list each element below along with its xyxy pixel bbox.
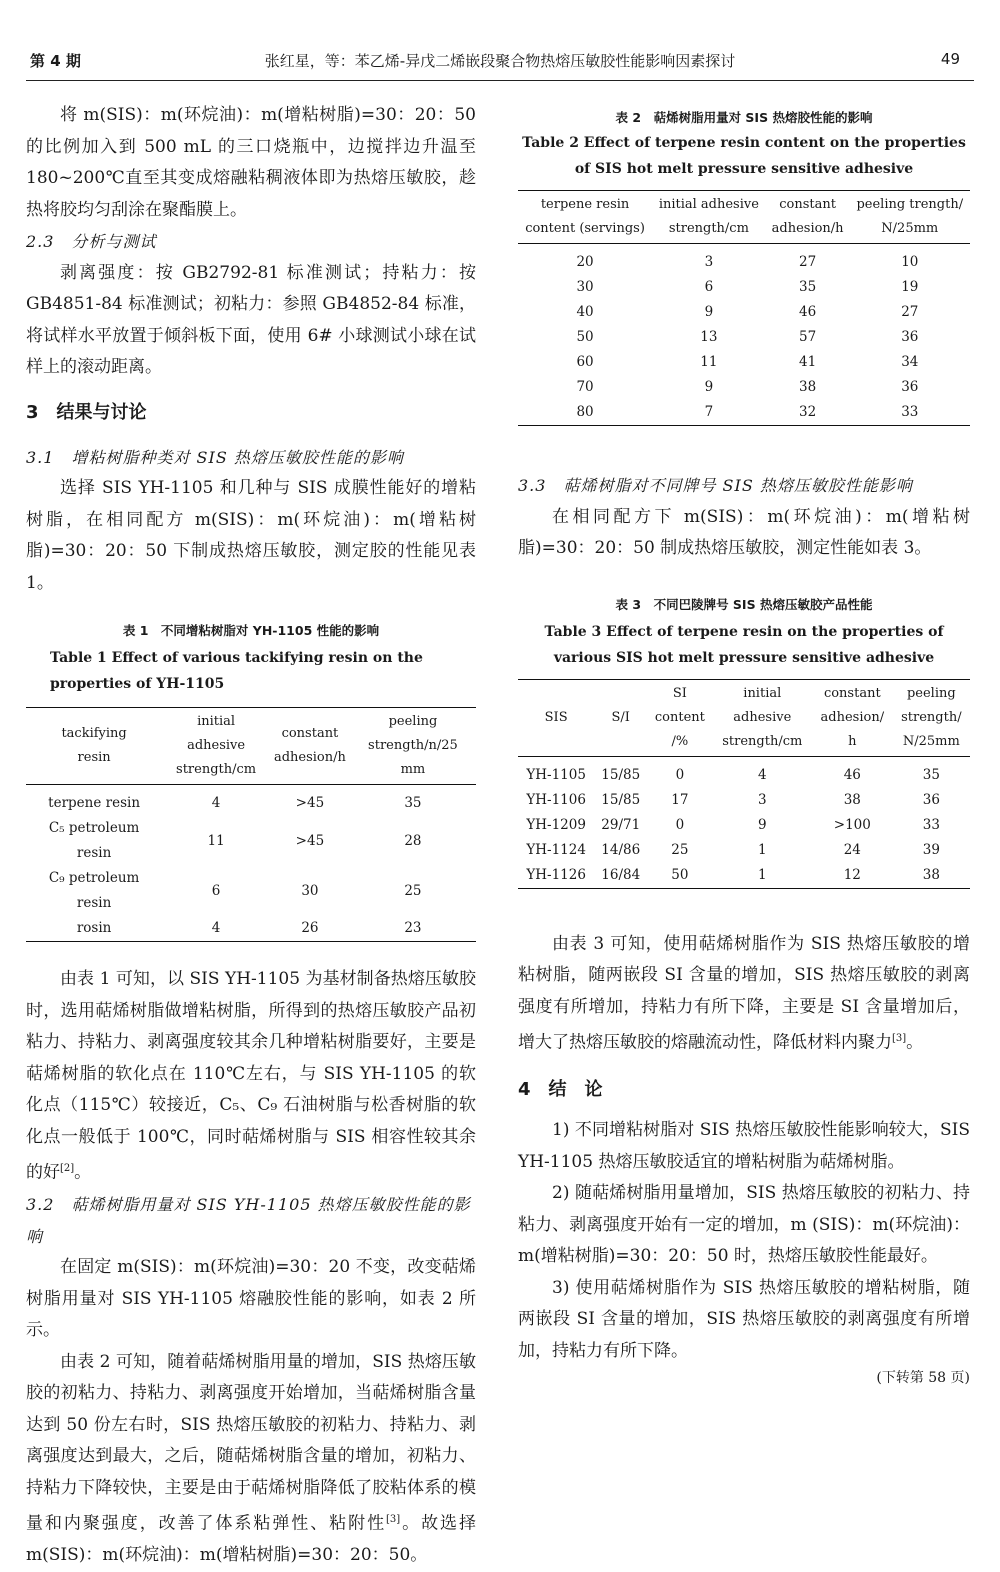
table3-header-line: N/25mm <box>902 733 960 749</box>
table-3-discussion <box>518 929 970 1060</box>
table-cell: >100 <box>833 816 871 833</box>
table-cell: 80 <box>518 400 652 426</box>
table-cell: 46 <box>799 304 817 320</box>
table3-header-line: adhesive <box>733 709 792 725</box>
conclusion-3: 3) 使用萜烯树脂作为 SIS 热熔压敏胶的增粘树脂，随两嵌段 SI 含量的增加，SIS 热熔压敏胶的剥离强度有所增加，持粘力有所下降。 <box>518 1277 970 1361</box>
table-cell: 11 <box>700 354 718 370</box>
table-cell: 38 <box>799 379 817 395</box>
table-cell: 9 <box>757 816 767 833</box>
table-cell: rosin <box>26 916 162 942</box>
table1-header-3 <box>350 708 476 785</box>
right-column <box>518 100 970 1395</box>
table2-header-2 <box>766 191 850 244</box>
table-cell: 15/85 <box>601 791 641 808</box>
table-cell: YH-1209 <box>526 816 586 833</box>
table3-header-1 <box>594 679 647 756</box>
issue-label: 第 4 期 <box>30 52 81 70</box>
section-4-heading: 4 结 论 <box>518 1079 603 1101</box>
table-3-caption-en-1: Table 3 Effect of terpene resin on the properties of <box>544 623 944 640</box>
table3-header-3 <box>713 679 812 756</box>
table-row <box>518 863 970 889</box>
table1-header-2 <box>270 708 350 785</box>
table-row <box>518 300 970 325</box>
table1-header-line: strength/cm <box>176 762 257 777</box>
table3-header-line: adhesion/ <box>820 709 885 725</box>
table2-header-0 <box>518 191 652 244</box>
table-3-discussion-text: 由表 3 可知，使用萜烯树脂作为 SIS 热熔压敏胶的增粘树脂，随两嵌段 SI 含量的增加，SIS 热熔压敏胶的剥离强度有所增加，持粘力有所下降，主要是 SI 含量增加后，增大了热熔压敏胶的熔融流动性，降低材料内聚力 <box>518 933 970 1053</box>
table-cell: 41 <box>799 354 817 370</box>
table-cell: 13 <box>700 329 718 345</box>
table3-header-line: initial <box>743 685 782 701</box>
citation-3b: [3] <box>892 1033 907 1044</box>
table3-header-line: SI <box>672 685 687 701</box>
table-cell: 27 <box>799 254 817 270</box>
table-cell: C₅ petroleum resin <box>48 820 140 861</box>
section-2-3-heading: 2.3 分析与测试 <box>26 232 157 251</box>
table-cell: 1 <box>713 863 812 889</box>
table-cell: 30 <box>301 882 319 899</box>
table3-header-line <box>522 682 590 706</box>
section-3-2-paragraph: 在固定 m(SIS)：m(环烷油)=30：20 不变，改变萜烯树脂用量对 SIS YH-1105 熔融胶性能的影响，如表 2 所示。 <box>26 1257 476 1341</box>
table-row <box>518 400 970 426</box>
table-row <box>26 866 476 916</box>
conclusion-1: 1) 不同增粘树脂对 SIS 热熔压敏胶性能影响较大，SIS YH-1105 热熔压敏胶适宜的增粘树脂为萜烯树脂。 <box>518 1120 970 1172</box>
table2-header-line: terpene resin <box>540 197 630 212</box>
table3-header-line: /% <box>671 733 689 749</box>
table-cell: 20 <box>576 254 594 270</box>
table-cell: 16/84 <box>594 863 647 889</box>
table-cell: 35 <box>799 279 817 295</box>
table-row <box>518 350 970 375</box>
table-cell: YH-1106 <box>526 791 586 808</box>
table-cell: 23 <box>350 916 476 942</box>
running-header <box>30 50 970 74</box>
section-3-heading: 3 结果与讨论 <box>26 401 147 423</box>
table-row <box>518 788 970 813</box>
table3-header-0 <box>518 679 594 756</box>
table-row <box>26 816 476 866</box>
table2-header-line: peeling trength/ <box>856 197 964 212</box>
table-1 <box>26 621 476 942</box>
table-row <box>518 756 970 788</box>
table-cell: 11 <box>207 832 225 849</box>
table-cell: 33 <box>850 400 970 426</box>
table3-header-line: h <box>848 733 857 749</box>
table2-header-line: strength/cm <box>668 221 749 236</box>
table2-header-1 <box>652 191 766 244</box>
table-cell: 4 <box>211 795 221 811</box>
section-3-3-heading: 3.3 萜烯树脂对不同牌号 SIS 热熔压敏胶性能影响 <box>518 476 913 495</box>
table-cell: 26 <box>270 916 350 942</box>
table-cell: 25 <box>671 841 689 858</box>
table-cell: 38 <box>893 863 970 889</box>
table-3-caption-cn: 表 3 不同巴陵牌号 SIS 热熔压敏胶产品性能 <box>615 596 873 612</box>
table-cell: 36 <box>901 379 919 395</box>
table-cell: 50 <box>647 863 712 889</box>
table-2 <box>518 108 970 426</box>
table-2-caption-en-2: of SIS hot melt pressure sensitive adhesive <box>574 161 914 177</box>
table-2-discussion <box>26 1347 476 1572</box>
table-1-discussion <box>26 964 476 1189</box>
table3-header-line: strength/ <box>901 709 962 725</box>
table-cell: 28 <box>404 832 422 849</box>
table-cell: 50 <box>576 329 594 345</box>
table-cell: 7 <box>652 400 766 426</box>
table-cell: 36 <box>901 329 919 345</box>
table3-header-2 <box>647 679 712 756</box>
table-1-grid <box>26 707 476 942</box>
table-row <box>26 785 476 817</box>
table-cell: 57 <box>799 329 817 345</box>
table1-header-line: resin <box>77 750 111 765</box>
table-cell: 6 <box>704 279 714 295</box>
table-cell: 29/71 <box>601 816 641 833</box>
table-cell: C₉ petroleum resin <box>48 870 140 911</box>
table-cell: YH-1105 <box>526 766 586 783</box>
table-cell: 4 <box>162 916 270 942</box>
table-cell: 19 <box>901 279 919 295</box>
table-cell: YH-1124 <box>526 841 586 858</box>
table1-header-line: strength/n/25 mm <box>368 738 458 777</box>
table3-header-line: content <box>654 709 705 725</box>
table2-header-line: initial adhesive <box>658 197 759 212</box>
table-cell: 9 <box>704 304 714 320</box>
table-cell: 70 <box>576 379 594 395</box>
table-cell: 17 <box>671 791 689 808</box>
table3-header-4 <box>812 679 893 756</box>
table-cell: 24 <box>843 841 861 858</box>
table-row <box>518 275 970 300</box>
table-cell: terpene resin <box>48 795 141 811</box>
citation-3a: [3] <box>386 1514 401 1526</box>
table-row <box>518 375 970 400</box>
table-cell: 38 <box>843 791 861 808</box>
table-cell: YH-1126 <box>518 863 594 889</box>
table-1-discussion-text: 由表 1 可知，以 SIS YH-1105 为基材制备热熔压敏胶时，选用萜烯树脂做增粘树脂，所得到的热熔压敏胶产品初粘力、持粘力、剥离强度较其余几种增粘树脂要好，主要是萜烯树脂的软化点在 110℃左右，与 SIS YH-1105 的软化点（115℃）较接近，C₅、C₉ 石油树脂与松香树脂的软化点一般低于 100℃，同时萜烯树脂与 SIS 相容性较其余的好 <box>26 969 476 1183</box>
table-cell: 46 <box>843 766 861 783</box>
table-cell: 10 <box>901 254 919 270</box>
page-number: 49 <box>940 50 960 68</box>
table-cell: 0 <box>675 816 685 833</box>
table2-header-3 <box>850 191 970 244</box>
table2-header-line: constant <box>779 197 836 212</box>
period: 。 <box>74 1162 92 1183</box>
table-3-grid <box>518 679 970 889</box>
table-cell: >45 <box>295 795 325 811</box>
section-2-3-paragraph: 剥离强度：按 GB2792-81 标准测试；持粘力：按 GB4851-84 标准测试；初粘力：参照 GB4852-84 标准，将试样水平放置于倾斜板下面，使用 6# 小球测试小球在试样上的滚动距离。 <box>26 262 476 377</box>
table1-header-line: adhesion/h <box>273 750 346 765</box>
table-cell: 15/85 <box>601 766 641 783</box>
table-2-grid <box>518 190 970 426</box>
table3-header-line <box>598 682 643 706</box>
table-row <box>26 916 476 942</box>
table-2-caption-cn: 表 2 萜烯树脂用量对 SIS 热熔胶性能的影响 <box>615 110 873 125</box>
table-cell: 0 <box>675 766 685 783</box>
table-cell: 60 <box>576 354 594 370</box>
intro-paragraph: 将 m(SIS)：m(环烷油)：m(增粘树脂)=30：20：50 的比例加入到 500 mL 的三口烧瓶中，边搅拌边升温至 180~200℃直至其变成熔融粘稠液体即为热熔压敏胶，趁热将胶均匀刮涂在聚酯膜上。 <box>26 105 476 220</box>
table2-header-line: N/25mm <box>881 221 939 236</box>
table-2-discussion-text: 由表 2 可知，随着萜烯树脂用量的增加，SIS 热熔压敏胶的初粘力、持粘力、剥离强度开始增加，当萜烯树脂含量达到 50 份左右时，SIS 热熔压敏胶的初粘力、持粘力、剥离强度达到最大，之后，随萜烯树脂含量的增加，初粘力、持粘力下降较快，主要是由于萜烯树脂降低了胶粘体系的模量和内聚强度，改善了体系粘弹性、粘附性 <box>26 1351 476 1534</box>
citation-2: [2] <box>60 1163 75 1174</box>
table2-header-line: content (servings) <box>525 221 645 236</box>
table-cell: 36 <box>922 791 940 808</box>
table2-header-line: adhesion/h <box>771 221 844 236</box>
table-cell: 27 <box>901 304 919 320</box>
table-cell: 12 <box>812 863 893 889</box>
table-cell: 33 <box>922 816 940 833</box>
table-row <box>518 244 970 276</box>
table3-header-line <box>522 730 590 754</box>
table3-header-5 <box>893 679 970 756</box>
table3-header-line: SIS <box>544 709 568 725</box>
table3-header-line: constant <box>823 685 881 701</box>
table1-header-0 <box>26 708 162 785</box>
table3-header-line: S/I <box>611 709 630 725</box>
table3-header-line: peeling <box>906 685 956 701</box>
table-1-caption-en: Table 1 Effect of various tackifying resin on the properties of YH-1105 <box>50 650 423 692</box>
section-3-3-paragraph: 在相同配方下 m(SIS)：m(环烷油)：m(增粘树脂)=30：20：50 制成热熔压敏胶，测定性能如表 3。 <box>518 506 970 558</box>
left-column <box>26 100 476 1572</box>
table1-header-line: peeling <box>388 714 438 729</box>
table-cell: 3 <box>757 791 767 808</box>
table-cell: 30 <box>576 279 594 295</box>
table-cell: 39 <box>922 841 940 858</box>
header-rule <box>26 80 974 81</box>
table1-header-line: constant <box>281 726 339 741</box>
table1-header-line: tackifying <box>61 726 127 741</box>
table3-header-line <box>598 730 643 754</box>
table-cell: 40 <box>576 304 594 320</box>
table-1-caption-cn: 表 1 不同增粘树脂对 YH-1105 性能的影响 <box>122 623 380 638</box>
table-cell: 32 <box>766 400 850 426</box>
table-cell: 9 <box>704 379 714 395</box>
table-row <box>518 813 970 838</box>
table-row <box>518 838 970 863</box>
table-cell: 1 <box>757 841 767 858</box>
table-cell: 35 <box>404 795 422 811</box>
table-2-caption-en-1: Table 2 Effect of terpene resin content on the properties <box>522 135 966 151</box>
section-3-1-heading: 3.1 增粘树脂种类对 SIS 热熔压敏胶性能的影响 <box>26 447 404 467</box>
table-cell: 35 <box>922 766 940 783</box>
table-cell: 14/86 <box>601 841 641 858</box>
table-cell: 25 <box>404 882 422 899</box>
table-cell: 4 <box>757 766 767 783</box>
table1-header-1 <box>162 708 270 785</box>
table-3-caption-en-2: various SIS hot melt pressure sensitive adhesive <box>553 649 935 666</box>
continued-note: (下转第 58 页) <box>876 1370 970 1387</box>
table-2-discussion-end: 。故选择 m(SIS)：m(环烷油)：m(增粘树脂)=30：20：50。 <box>26 1513 476 1566</box>
section-3-1-paragraph: 选择 SIS YH-1105 和几种与 SIS 成膜性能好的增粘树脂，在相同配方 m(SIS)：m(环烷油)：m(增粘树脂)=30：20：50 下制成热熔压敏胶，测定胶的性能见表 1。 <box>26 478 476 593</box>
table-cell: 3 <box>704 254 714 270</box>
table-row <box>518 325 970 350</box>
table-cell: 34 <box>901 354 919 370</box>
table1-header-line: initial adhesive <box>187 714 246 753</box>
section-3-2-heading: 3.2 萜烯树脂用量对 SIS YH-1105 热熔压敏胶性能的影响 <box>26 1195 471 1246</box>
period: 。 <box>906 1032 924 1053</box>
conclusion-2: 2) 随萜烯树脂用量增加，SIS 热熔压敏胶的初粘力、持粘力、剥离强度开始有一定的增加，m (SIS)：m(环烷油)：m(增粘树脂)=30：20：50 时，热熔压敏胶性能最好。 <box>518 1183 970 1267</box>
running-title: 张红星，等：苯乙烯-异戊二烯嵌段聚合物热熔压敏胶性能影响因素探讨 <box>264 52 736 70</box>
table-3 <box>518 595 970 889</box>
table-cell: >45 <box>295 832 325 849</box>
table3-header-line: strength/cm <box>722 733 803 749</box>
table-cell: 6 <box>211 882 221 899</box>
